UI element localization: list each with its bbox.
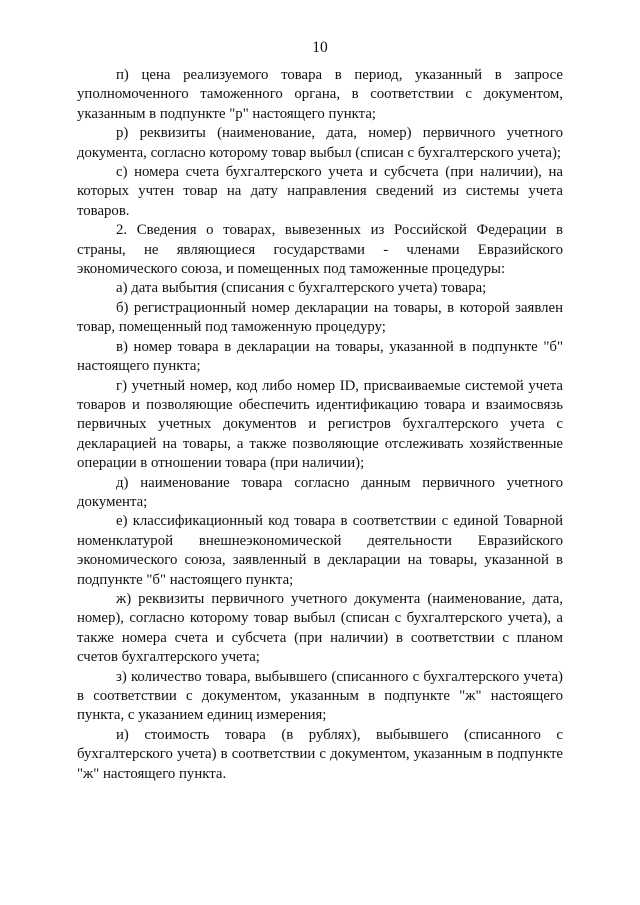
paragraph-i: и) стоимость товара (в рублях), выбывшего (списанного с бухгалтерского учета) в соответствии с документом, указанным в подпункте "ж" настоящего пункта. xyxy=(77,726,563,782)
paragraph-zh: ж) реквизиты первичного учетного документа (наименование, дата, номер), согласно которому товар выбыл (списан с бухгалтерского учета), а также номера счета и субсчета (при наличии) в соответствии с планом счетов бухгалтерского учета; xyxy=(77,590,563,666)
paragraph-p: п) цена реализуемого товара в период, указанный в запросе уполномоченного таможенного органа, в соответствии с документом, указанным в подпункте "р" настоящего пункта; xyxy=(77,67,563,122)
paragraph-a: а) дата выбытия (списания с бухгалтерского учета) товара; xyxy=(116,280,487,297)
paragraph-v: в) номер товара в декларации на товары, указанной в подпункте "б" настоящего пункта; xyxy=(77,338,563,375)
paragraph-g: г) учетный номер, код либо номер ID, присваиваемые системой учета товаров и позволяющие обеспечить идентификацию товара и взаимосвязь первичных учетных документов и регистров бухгалтерского учета с декларацией на товары, а также позволяющие отслеживать хозяйственные операции в отношении товара (при наличии); xyxy=(77,377,563,472)
paragraph-s: с) номера счета бухгалтерского учета и субсчета (при наличии), на которых учтен товар на дату направления сведений из системы учета товаров. xyxy=(77,164,563,219)
paragraph-d: д) наименование товара согласно данным первичного учетного документа; xyxy=(77,474,563,510)
page-number: 10 xyxy=(312,39,328,56)
section-2-heading: 2. Сведения о товарах, вывезенных из Российской Федерации в страны, не являющиеся государствами - членами Евразийского экономического союза, и помещенных под таможенные процедуры: xyxy=(77,222,563,278)
paragraph-e: е) классификационный код товара в соответствии с единой Товарной номенклатурой внешнеэкономической деятельности Евразийского экономического союза, заявленный в декларации на товары, указанной в подпункте "б" настоящего пункта; xyxy=(77,513,563,588)
document-body xyxy=(77,66,563,784)
paragraph-b: б) регистрационный номер декларации на товары, в которой заявлен товар, помещенный под таможенную процедуру; xyxy=(77,299,563,336)
paragraph-z: з) количество товара, выбывшего (списанного с бухгалтерского учета) в соответствии с документом, указанным в подпункте "ж" настоящего пункта, с указанием единиц измерения; xyxy=(77,668,563,724)
paragraph-r: р) реквизиты (наименование, дата, номер) первичного учетного документа, согласно которому товар выбыл (списан с бухгалтерского учета); xyxy=(77,125,563,161)
